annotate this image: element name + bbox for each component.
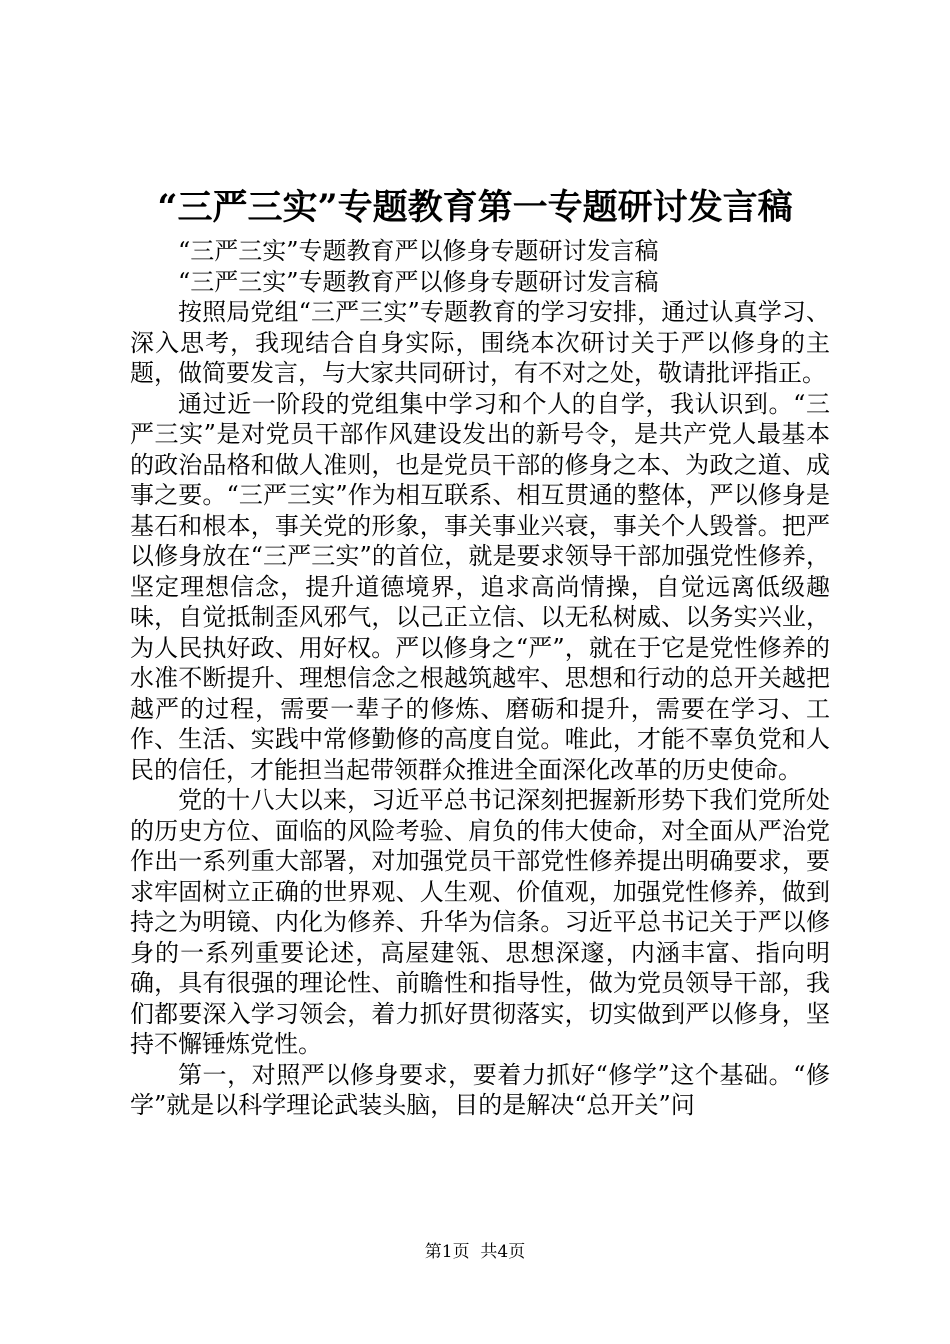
paragraph-first-point: 第一，对照严以修身要求，要着力抓好“修学”这个基础。“修学”就是以科学理论武装头脑，目的是解决“总开关”问 (130, 1060, 830, 1119)
paragraph-eighteenth-congress: 党的十八大以来，习近平总书记深刻把握新形势下我们党所处的历史方位、面临的风险考验、肩负的伟大使命，对全面从严治党作出一系列重大部署，对加强党员干部党性修养提出明确要求，要求牢固树立正确的世界观、人生观、价值观，加强党性修养，做到持之为明镜、内化为修养、升华为信条。习近平总书记关于严以修身的一系列重要论述，高屋建瓴、思想深邃，内涵丰富、指向明确，具有很强的理论性、前瞻性和指导性，做为党员领导干部，我们都要深入学习领会，着力抓好贯彻落实，切实做到严以修身，坚持不懈锤炼党性。 (130, 786, 830, 1058)
page-number-footer: 第1页 共4页 (424, 1242, 526, 1262)
paragraph-intro: 按照局党组“三严三实”专题教育的学习安排，通过认真学习、深入思考，我现结合自身实际，围绕本次研讨关于严以修身的主题，做简要发言，与大家共同研讨，有不对之处，敬请批评指正。 (130, 298, 830, 387)
paragraph-understanding: 通过近一阶段的党组集中学习和个人的自学，我认识到。“三严三实”是对党员干部作风建设发出的新号令，是共产党人最基本的政治品格和做人准则，也是党员干部的修身之本、为政之道、成事之要。“三严三实”作为相互联系、相互贯通的整体，严以修身是基石和根本，事关党的形象，事关事业兴衰，事关个人毁誉。把严以修身放在“三严三实”的首位，就是要求领导干部加强党性修养，坚定理想信念，提升道德境界，追求高尚情操，自觉远离低级趣味，自觉抵制歪风邪气，以己正立信、以无私树威、以务实兴业，为人民执好政、用好权。严以修身之“严”，就在于它是党性修养的水准不断提升、理想信念之根越筑越牢、思想和行动的总开关越把越严的过程，需要一辈子的修炼、磨砺和提升，需要在学习、工作、生活、实践中常修勤修的高度自觉。唯此，才能不辜负党和人民的信任，才能担当起带领群众推进全面深化改革的历史使命。 (130, 389, 830, 784)
paragraph-subtitle-2: “三严三实”专题教育严以修身专题研讨发言稿 (178, 267, 659, 296)
paragraph-subtitle-1: “三严三实”专题教育严以修身专题研讨发言稿 (178, 237, 659, 265)
document-title: “三严三实”专题教育第一专题研讨发言稿 (157, 187, 793, 228)
document-body (130, 236, 830, 1121)
